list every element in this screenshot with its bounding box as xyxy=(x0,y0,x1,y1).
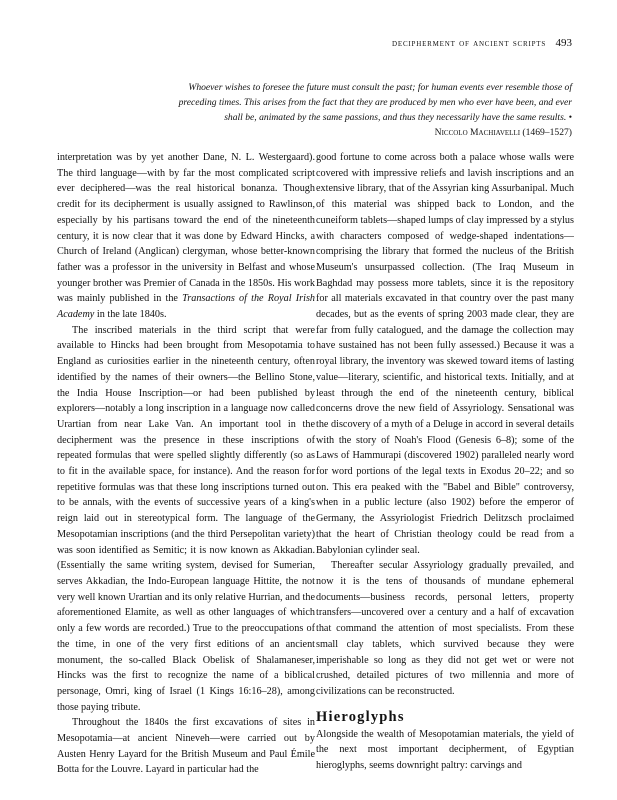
paragraph: Throughout the 1840s the first excavations of sites in Mesopotamia—at ancient Nineveh—were carried out by Austen Henry Layard for the British Museum and Paul Émile Botta for the Louvre. Layard in particular had the xyxy=(57,717,315,776)
paragraph xyxy=(57,150,315,323)
running-title: decipherment of ancient scripts xyxy=(392,38,547,49)
section-heading: Hieroglyphs xyxy=(316,708,405,725)
paragraph-text: in the late 1840s. xyxy=(94,309,167,321)
journal-title: Transactions of the Royal Irish Academy xyxy=(57,293,316,321)
epigraph-attribution: Niccolo Machiavelli (1469–1527) xyxy=(434,127,572,138)
left-column xyxy=(57,150,315,778)
page-number: 493 xyxy=(555,37,572,49)
right-column xyxy=(316,150,574,774)
epigraph xyxy=(160,80,572,140)
paragraph-text: interpretation was by yet another Dane, N. L. Westergaard). The third language—with by far the most complicated script ever deciphered—was the real historical bonanza. Though credit for its decipherment is usually assigned to Rawlinson, especially by his partisans toward the end of the nineteenth century, it is now clear that it was done by Edward Hincks, a Church of Ireland (Anglican) clergyman, whose better-known father was a professor in the university in Belfast and whose younger brother was Premier of Canada in the 1850s. His work was mainly published in the xyxy=(57,152,315,305)
epigraph-bullet: • xyxy=(568,112,572,123)
paragraph: good fortune to come across both a palace whose walls were covered with impressive reliefs and lavish inscriptions and an extensive library, that of the Assyrian king Assurbanipal. Much of this material was shipped back to London, and the cuneiform tablets—shaped lumps of clay impressed by a stylus with characters composed of wedge-shaped indentations—comprising the library that formed the nucleus of the British Museum's unsurpassed collection. (The Iraq Museum in Baghdad may possess more tablets, since it is the repository for all materials excavated in that country over the past many decades, but as the events of spring 2003 made clear, they are far from fully catalogued, and the damage the collection may have sustained has not been fully assessed.) Because it was a royal library, the inventory was skewed toward items of lasting value—literary, scientific, and historical texts. Initially, and at least through the end of the nineteenth century, biblical concerns drove the new field of Assyriology. Sensational was the discovery of a myth of a Deluge in accord in several details with the story of Noah's Flood (Genesis 6–8); some of the Laws of Hammurapi (discovered 1902) paralleled nearly word for word portions of the legal texts in Exodus 20–22; and so on. This era peaked with the "Babel and Bible" controversy, when in a public lecture (also 1902) before the emperor of Germany, the Assyriologist Friedrich Delitzsch proclaimed that the heart of Christian theology could be read from a Babylonian cylinder seal. xyxy=(316,152,574,556)
running-header xyxy=(392,37,572,49)
paragraph: Thereafter secular Assyriology gradually prevailed, and now it is the tens of thousands of mundane ephemeral documents—business records, personal letters, property transfers—uncovered over a century and a half of excavation that command the attention of most specialists. From these small clay tablets, which survived because they were imperishable so long as they did not get wet or were not crushed, detailed pictures of two millennia and more of civilizations can be reconstructed. xyxy=(316,560,574,697)
epigraph-quote: Whoever wishes to foresee the future must consult the past; for human events ever resemble those of preceding times. This arises from the fact that they are produced by men who ever have been, and ever shall be, animated by the same passions, and thus they necessarily have the same results. xyxy=(178,82,572,123)
paragraph: The inscribed materials in the third script that were available to Hincks had been brought from Mesopotamia to England as curiosities earlier in the nineteenth century, often identified by the names of their owners—the Bellino Stone, the India House Inscription—or had been published by explorers—notably a long inscription in a language now called Urartian from near Lake Van. An important tool in the decipherment was the presence in these inscriptions of repeated formulas that were spelled slightly differently (so as to fit in the available space, for instance). And the reason for repetitive formulas was that these long inscriptions turned out to be annals, with the events of successive years of a king's reign laid out in stereotypical form. The language of the Mesopotamian inscriptions (and the third Persepolitan variety) was soon identified as Semitic; it is now known as Akkadian. (Essentially the same writing system, devised for Sumerian, serves Akkadian, the Indo-European language Hittite, the not very well known Urartian and its only relative Hurrian, and the aforementioned Elamite, as well as other languages of which only a few words are recorded.) True to the preoccupations of the time, in one of the very first editions of an ancient monument, the so-called Black Obelisk of Shalamaneser, Hincks was the first to recognize the name of a biblical personage, Omri, king of Israel (1 Kings 16:16–28), among those paying tribute. xyxy=(57,324,315,713)
paragraph: Alongside the wealth of Mesopotamian materials, the yield of the next most important decipherment, of Egyptian hieroglyphs, seems downright paltry: carvings and xyxy=(316,728,574,772)
